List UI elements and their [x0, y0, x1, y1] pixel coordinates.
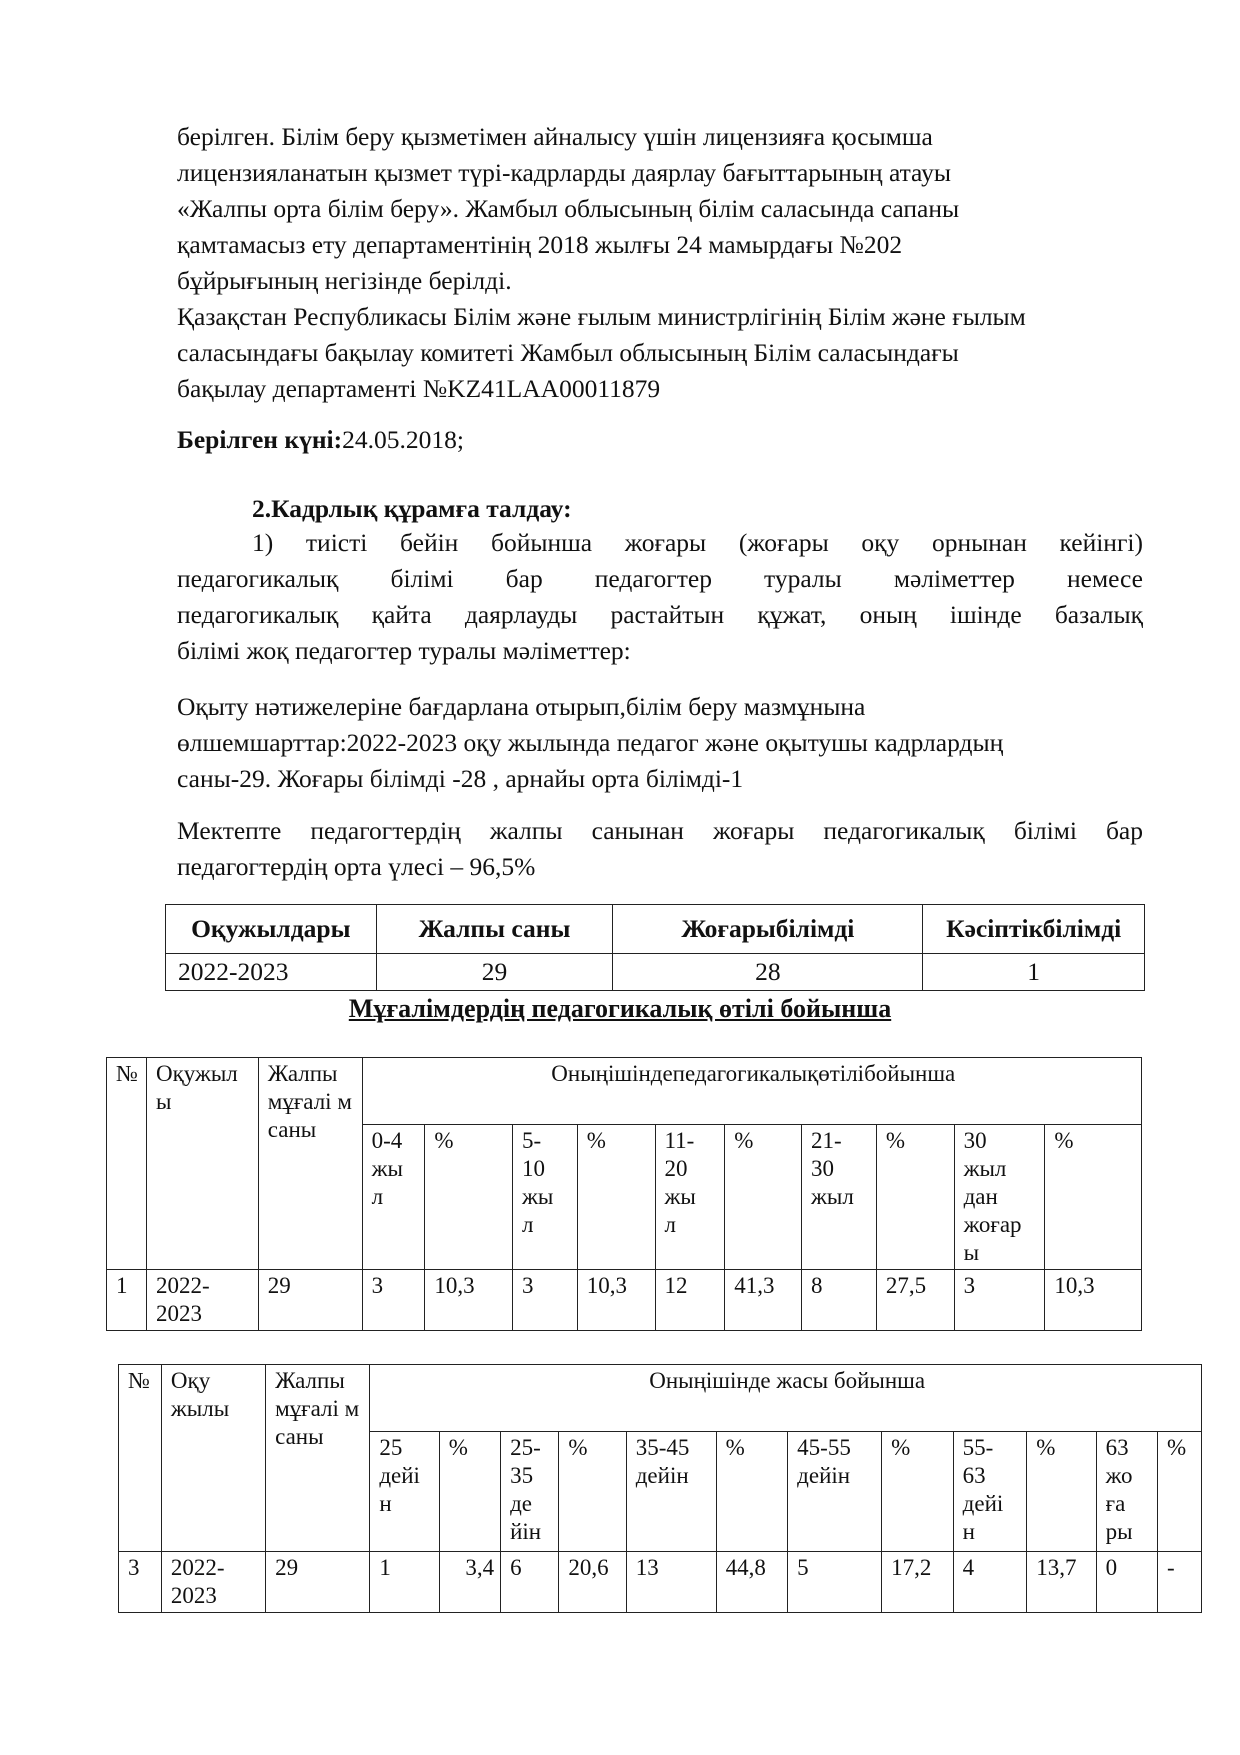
- sub-header: 11- 20 жы л: [655, 1125, 725, 1270]
- table-cell: 17,2: [882, 1552, 954, 1613]
- sub-header: %: [439, 1432, 500, 1552]
- text-line: білімі жоқ педагогтер туралы мәліметтер:: [177, 636, 631, 665]
- col-total-header: Жалпы мұғалі м саны: [266, 1365, 370, 1552]
- sub-header: %: [1157, 1432, 1201, 1552]
- table-cell: 4: [953, 1552, 1027, 1613]
- text-line: «Жалпы орта білім беру». Жамбыл облысының білім саласында сапаны: [177, 194, 960, 223]
- sub-header: 25- 35 де йін: [501, 1432, 559, 1552]
- sub-header: 45-55 дейін: [788, 1432, 882, 1552]
- table-cell: 3: [119, 1552, 162, 1613]
- table-cell: 8: [802, 1270, 877, 1331]
- sub-header: 0-4 жы л: [362, 1125, 425, 1270]
- table-cell: 3,4: [439, 1552, 500, 1613]
- text-line: педагогтердің орта үлесі – 96,5%: [177, 852, 536, 881]
- table-cell: 3: [513, 1270, 578, 1331]
- table-cell: 5: [788, 1552, 882, 1613]
- table-cell: 6: [501, 1552, 559, 1613]
- table-header-row: [166, 905, 1145, 954]
- col-number-header: №: [119, 1365, 162, 1552]
- text-line: педагогикалық қайта даярлауды растайтын құжат, оның ішінде базалық: [177, 600, 1143, 629]
- sub-header: %: [882, 1432, 954, 1552]
- sub-header: 63 жо ға ры: [1096, 1432, 1157, 1552]
- col-year-header: Оқужыл ы: [146, 1058, 258, 1270]
- table-cell: 10,3: [425, 1270, 513, 1331]
- table-cell: 2022- 2023: [146, 1270, 258, 1331]
- text-line: Қазақстан Республикасы Білім және ғылым министрлігінің Білім және ғылым: [177, 302, 1026, 331]
- col-number-header: №: [107, 1058, 147, 1270]
- text-line: саны-29. Жоғары білімді -28 , арнайы орта білімді-1: [177, 764, 744, 793]
- experience-caption: Мұғалімдердің педагогикалық өтілі бойынша: [348, 994, 892, 1023]
- intro-paragraph: [177, 119, 1143, 407]
- sub-header: %: [577, 1125, 655, 1270]
- issued-label: Берілген күні:: [177, 425, 343, 454]
- issued-value: 24.05.2018;: [342, 425, 464, 454]
- table-cell: 3: [362, 1270, 425, 1331]
- text-line: 1) тиісті бейін бойынша жоғары (жоғары оқу орнынан кейінгі): [252, 528, 1143, 557]
- group-header: Оныңішіндепедагогикалықөтілібойынша: [362, 1058, 1141, 1125]
- table-cell: 3: [954, 1270, 1045, 1331]
- criteria-paragraph: [177, 689, 1143, 797]
- sub-header: 35-45 дейін: [626, 1432, 716, 1552]
- table-header-cell: Оқужылдары: [166, 905, 377, 954]
- sub-header: %: [559, 1432, 626, 1552]
- sub-header: %: [876, 1125, 954, 1270]
- text-line: бұйрығының негізінде берілді.: [177, 266, 512, 295]
- table-header-cell: Жоғарыбілімді: [613, 905, 923, 954]
- table-cell: 44,8: [716, 1552, 788, 1613]
- staff-education-table: [165, 904, 1145, 991]
- table-cell: 10,3: [1045, 1270, 1142, 1331]
- sub-header: 30 жыл дан жоғар ы: [954, 1125, 1045, 1270]
- table-header-cell: Жалпы саны: [376, 905, 613, 954]
- table-cell: 20,6: [559, 1552, 626, 1613]
- table-cell: 41,3: [725, 1270, 802, 1331]
- text-line: Мектепте педагогтердің жалпы санынан жоғары педагогикалық білімі бар: [177, 816, 1143, 845]
- experience-table: [106, 1057, 1142, 1331]
- table-cell: 1: [107, 1270, 147, 1331]
- group-header: Оныңішінде жасы бойынша: [370, 1365, 1202, 1432]
- text-line: лицензияланатын қызмет түрі-кадрларды даярлау бағыттарының атауы: [177, 158, 951, 187]
- table-header-cell: Кәсіптікбілімді: [923, 905, 1145, 954]
- sub-header: %: [1045, 1125, 1142, 1270]
- table-row: [107, 1270, 1142, 1331]
- share-paragraph: [177, 813, 1143, 885]
- sub-header: %: [425, 1125, 513, 1270]
- sub-header: 5- 10 жы л: [513, 1125, 578, 1270]
- table-cell: 28: [613, 954, 923, 991]
- table-cell: 2022- 2023: [161, 1552, 265, 1613]
- section2-paragraph: [177, 525, 1143, 669]
- table-cell: 10,3: [577, 1270, 655, 1331]
- text-line: берілген. Білім беру қызметімен айналысу үшін лицензияға қосымша: [177, 122, 933, 151]
- sub-header: %: [1027, 1432, 1096, 1552]
- age-table: [118, 1364, 1202, 1613]
- table-cell: 27,5: [876, 1270, 954, 1331]
- table-cell: 13,7: [1027, 1552, 1096, 1613]
- table-row: [119, 1552, 1202, 1613]
- text-line: Оқыту нәтижелеріне бағдарлана отырып,білім беру мазмұнына: [177, 692, 866, 721]
- sub-header: 21- 30 жыл: [802, 1125, 877, 1270]
- text-line: өлшемшарттар:2022-2023 оқу жылында педагог және оқытушы кадрлардың: [177, 728, 1004, 757]
- table-cell: 29: [258, 1270, 362, 1331]
- issued-date: [177, 422, 1143, 458]
- table-cell: 13: [626, 1552, 716, 1613]
- text-line: бақылау департаменті №KZ41LAA00011879: [177, 374, 661, 403]
- table-cell: 29: [376, 954, 613, 991]
- col-total-header: Жалпы мұғалі м саны: [258, 1058, 362, 1270]
- table-row: [166, 954, 1145, 991]
- table-cell: 12: [655, 1270, 725, 1331]
- text-line: педагогикалық білімі бар педагогтер туралы мәліметтер немесе: [177, 564, 1143, 593]
- text-line: қамтамасыз ету департаментінің 2018 жылғы 24 мамырдағы №202: [177, 230, 903, 259]
- text-line: саласындағы бақылау комитеті Жамбыл облысының Білім саласындағы: [177, 338, 959, 367]
- section-heading: [252, 491, 1132, 527]
- section-heading-text: 2.Кадрлық құрамға талдау:: [252, 494, 572, 523]
- table-cell: 2022-2023: [166, 954, 377, 991]
- col-year-header: Оқу жылы: [161, 1365, 265, 1552]
- table-cell: 29: [266, 1552, 370, 1613]
- table-cell: 1: [923, 954, 1145, 991]
- table-cell: 0: [1096, 1552, 1157, 1613]
- table-cell: 1: [370, 1552, 439, 1613]
- table-cell: -: [1157, 1552, 1201, 1613]
- sub-header: %: [725, 1125, 802, 1270]
- sub-header: 25 дейі н: [370, 1432, 439, 1552]
- sub-header: 55- 63 дейі н: [953, 1432, 1027, 1552]
- sub-header: %: [716, 1432, 788, 1552]
